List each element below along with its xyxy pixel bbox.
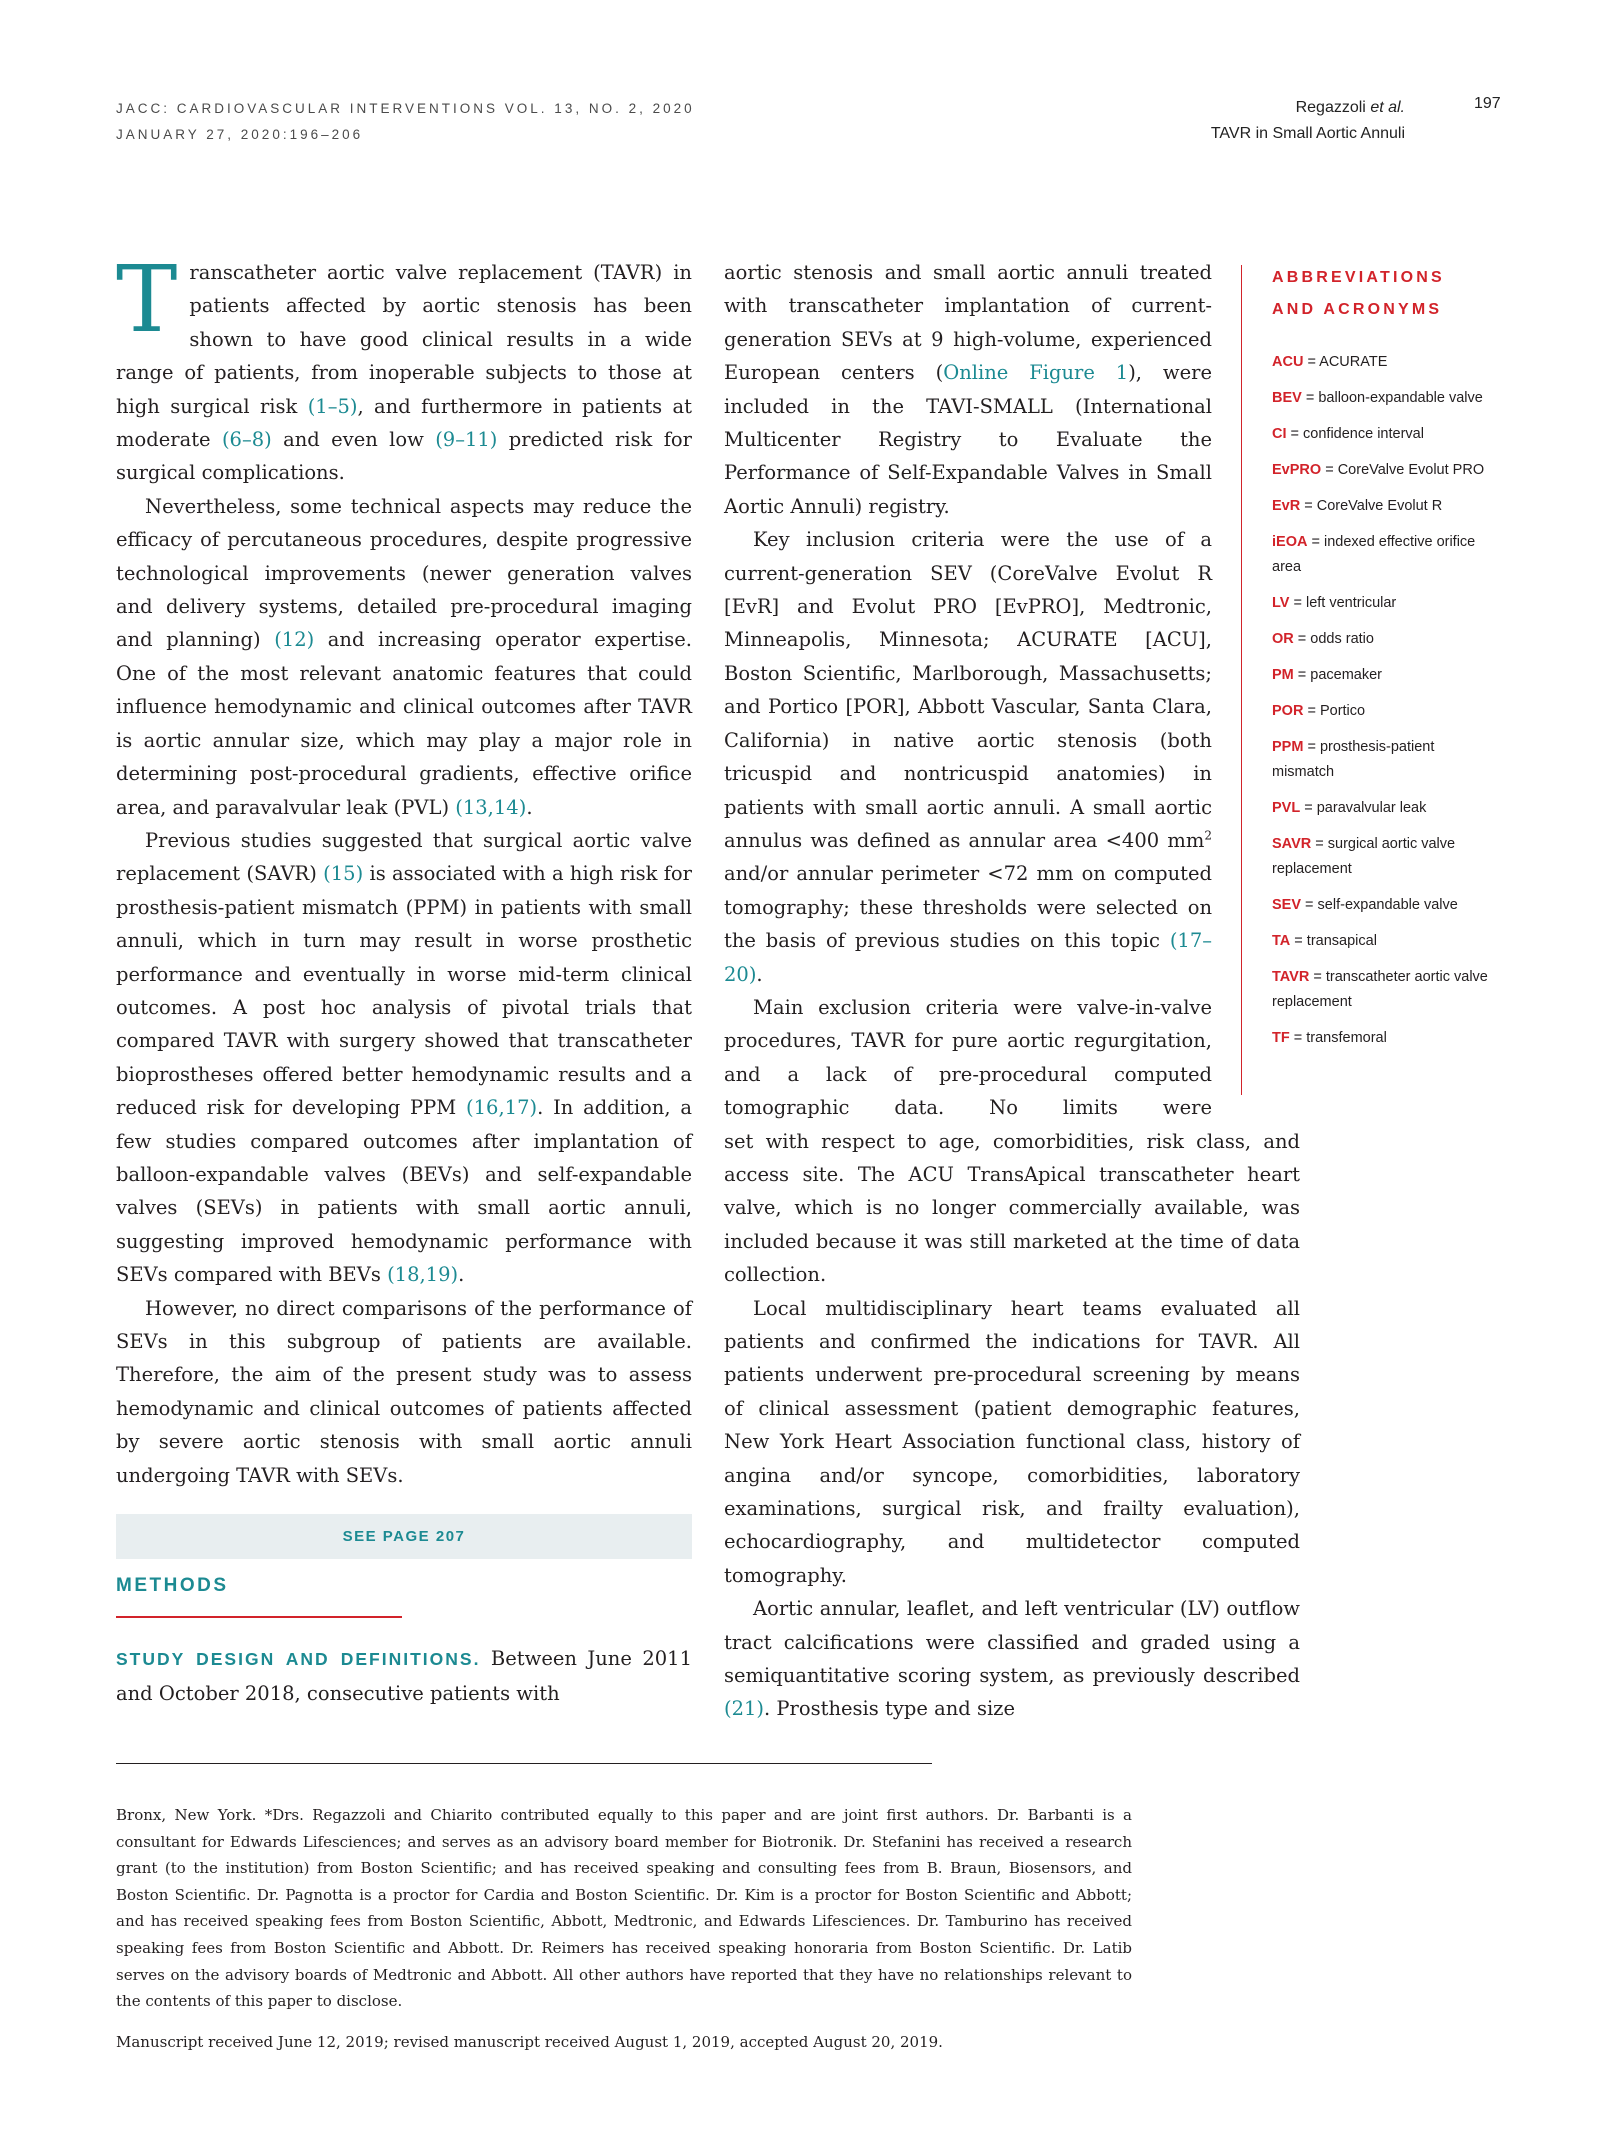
running-title: TAVR in Small Aortic Annuli	[1210, 125, 1405, 142]
text-run: ranscatheter aortic valve replacement (TAVR) in patients affected by aortic stenosis has been shown to have good clinical results in a wide range of patients, from inoperable subjects to those at high surgical risk	[116, 261, 692, 418]
text-run: ), were included in the TAVI-SMALL (International Multicenter Registry to Evaluate the Performance of Self-Expandable Valves in Small Aortic Annuli) registry.	[724, 361, 1213, 518]
abbreviation-definition: indexed effective orifice area	[1272, 534, 1476, 575]
abbreviation-definition: surgical aortic valve replacement	[1272, 836, 1456, 877]
text-run: is associated with a high risk for prosthesis-patient mismatch (PPM) in patients with small annuli, which in turn may result in worse prosthetic performance and eventually in worse mid-term clinical outcomes. A post hoc analysis of pivotal trials that compared TAVR with surgery showed that transcatheter bioprostheses offered better hemodynamic results and a reduced risk for developing PPM	[116, 862, 692, 1120]
left-column	[116, 246, 692, 1710]
methods-heading-rule	[116, 1616, 402, 1618]
abbreviation-term: SAVR	[1272, 836, 1312, 852]
abbreviation-definition: left ventricular	[1305, 595, 1397, 611]
abbreviation-item	[1272, 530, 1492, 580]
citation-link[interactable]: (18,19)	[387, 1263, 459, 1287]
abbreviation-definition: odds ratio	[1310, 631, 1374, 647]
abbreviation-item	[1272, 422, 1492, 447]
abbreviation-definition: transfemoral	[1306, 1030, 1387, 1046]
abbreviation-equals: =	[1311, 836, 1328, 852]
citation-link[interactable]: (13,14)	[455, 795, 527, 819]
citation-link[interactable]: (9–11)	[435, 428, 498, 452]
text-run: . Prosthesis type and size	[764, 1697, 1015, 1721]
abbreviation-item	[1272, 832, 1492, 882]
abbreviation-definition: transapical	[1306, 933, 1377, 949]
abbreviation-equals: =	[1321, 462, 1338, 478]
abbreviation-term: iEOA	[1272, 534, 1308, 550]
running-authors: Regazzoli et al.	[1295, 99, 1405, 116]
study-design-runin-heading: STUDY DESIGN AND DEFINITIONS.	[116, 1649, 481, 1670]
abbreviation-equals: =	[1303, 703, 1320, 719]
abbreviation-term: POR	[1272, 703, 1304, 719]
abbreviation-equals: =	[1303, 354, 1320, 370]
text-run: . In addition, a few studies compared outcomes after implantation of balloon-expandable valves (BEVs) and self-expandable valves (SEVs) in patients with small aortic annuli, suggesting improved hemodynamic performance with SEVs compared with BEVs	[116, 1096, 692, 1287]
abbreviation-item	[1272, 699, 1492, 724]
text-run: .	[756, 962, 763, 986]
abbreviation-item	[1272, 458, 1492, 483]
right-column	[724, 256, 1300, 1726]
abbreviation-term: ACU	[1272, 354, 1304, 370]
abbreviation-definition: CoreValve Evolut PRO	[1337, 462, 1485, 478]
text-run: and increasing operator expertise. One of the most relevant anatomic features that could influence hemodynamic and clinical outcomes after TAVR is aortic annular size, which may play a major role in determining post-procedural gradients, effective orifice area, and paravalvular leak (PVL)	[116, 628, 692, 819]
abbreviation-item	[1272, 929, 1492, 954]
intro-paragraph-2	[116, 490, 692, 824]
abbreviation-equals: =	[1286, 426, 1304, 442]
text-run: Previous studies suggested that surgical aortic valve replacement (SAVR)	[116, 828, 692, 886]
footnote-rule	[116, 1763, 932, 1764]
citation-link[interactable]: Online Figure 1	[943, 361, 1129, 385]
abbreviation-definition: Portico	[1319, 703, 1366, 719]
text-run: aortic stenosis and small aortic annuli treated with transcatheter implantation of current-generation SEVs at 9 high-volume, experienced European centers (	[724, 261, 1212, 385]
footnote	[116, 1802, 1132, 2055]
abbreviation-term: BEV	[1272, 390, 1302, 406]
abbreviation-equals: =	[1301, 390, 1319, 406]
abbreviation-definition: CoreValve Evolut R	[1316, 498, 1443, 514]
abbreviation-item	[1272, 386, 1492, 411]
abbreviation-item	[1272, 350, 1492, 375]
text-run: set with respect to age, comorbidities, risk class, and access site. The ACU TransApical transcatheter heart valve, which is no longer commercially available, was included because it was still marketed at the time of data collection.	[724, 1129, 1300, 1287]
text-run: Main exclusion criteria were valve-in-valve procedures, TAVR for pure aortic regurgitation, and a lack of pre-procedural computed tomographic data. No limits were	[724, 995, 1212, 1120]
text-run: and even low	[271, 428, 436, 452]
abbreviation-definition: prosthesis-patient mismatch	[1272, 739, 1435, 780]
text-run: , and furthermore in patients at moderate	[116, 394, 692, 452]
abbreviation-equals: =	[1290, 933, 1307, 949]
abbreviations-title: ABBREVIATIONS AND ACRONYMS	[1272, 269, 1445, 318]
citation-link[interactable]: (15)	[323, 862, 364, 886]
abbreviations-box	[1272, 262, 1492, 1062]
abbreviation-item	[1272, 893, 1492, 918]
study-design-paragraph	[116, 1642, 692, 1710]
abbreviation-equals: =	[1307, 534, 1324, 550]
text-run: However, no direct comparisons of the performance of SEVs in this subgroup of patients are available. Therefore, the aim of the present study was to assess hemodynamic and clinical outcomes of patients affected by severe aortic stenosis with small aortic annuli undergoing TAVR with SEVs.	[116, 1296, 692, 1487]
citation-link[interactable]: (1–5)	[307, 394, 358, 418]
journal-citation: JACC: CARDIOVASCULAR INTERVENTIONS VOL. 13, NO. 2, 2020	[116, 101, 695, 116]
abbreviation-term: PVL	[1272, 800, 1301, 816]
intro-paragraph-1	[116, 246, 692, 490]
abbreviation-term: TA	[1272, 933, 1291, 949]
citation-link[interactable]: (17–20)	[724, 929, 1212, 986]
citation-link[interactable]: (12)	[274, 628, 315, 652]
methods-heading: METHODS	[116, 1575, 229, 1597]
abbreviation-item	[1272, 627, 1492, 652]
abbreviation-term: EvPRO	[1272, 462, 1322, 478]
text-run: predicted risk for surgical complications.	[116, 428, 692, 485]
text-run: and/or annular perimeter <72 mm on computed tomography; these thresholds were selected on the basis of previous studies on this topic	[724, 862, 1212, 953]
text-run: Nevertheless, some technical aspects may reduce the efficacy of percutaneous procedures, despite progressive technological improvements (newer generation valves and delivery systems, detailed pre-procedural imaging and planning)	[116, 494, 692, 652]
abbreviation-item	[1272, 965, 1492, 1015]
abbreviation-term: OR	[1272, 631, 1294, 647]
abbreviation-equals: =	[1293, 667, 1311, 683]
abbreviation-item	[1272, 1026, 1492, 1051]
abbreviation-item	[1272, 735, 1492, 785]
abbreviation-item	[1272, 796, 1492, 821]
abbreviation-item	[1272, 663, 1492, 688]
citation-link[interactable]: (16,17)	[466, 1096, 538, 1120]
text-run: Aortic annular, leaflet, and left ventricular (LV) outflow tract calcifications were classified and graded using a semiquantitative scoring system, as previously described	[724, 1597, 1300, 1688]
see-page-box[interactable]: SEE PAGE 207	[116, 1514, 692, 1559]
exclusion-criteria-paragraph-end	[724, 1125, 1300, 1292]
abbreviation-equals: =	[1309, 969, 1326, 985]
et-al: et al.	[1370, 99, 1405, 116]
methods-paragraph-1	[724, 256, 1212, 523]
drop-cap: T	[116, 246, 178, 353]
abbreviation-definition: confidence interval	[1303, 426, 1424, 442]
running-header	[1211, 95, 1405, 147]
abbreviation-term: SEV	[1272, 897, 1302, 913]
abbreviation-definition: transcatheter aortic valve replacement	[1272, 969, 1488, 1010]
abbreviation-equals: =	[1289, 595, 1306, 611]
abbreviation-item	[1272, 494, 1492, 519]
text-run: Local multidisciplinary heart teams evaluated all patients and confirmed the indications for TAVR. All patients underwent pre-procedural screening by means of clinical assessment (patient demographic features, New York Heart Association functional class, history of angina and/or syncope, comorbidities, laboratory examinations, surgical risk, and frailty evaluation), echocardiography, and multidetector computed tomography.	[724, 1296, 1300, 1587]
page-number: 197	[1474, 95, 1501, 112]
abbreviation-equals: =	[1289, 1030, 1307, 1046]
abbreviation-definition: ACURATE	[1319, 354, 1388, 370]
text-run: Key inclusion criteria were the use of a current-generation SEV (CoreValve Evolut R [EvR] and Evolut PRO [EvPRO], Medtronic, Minneapolis, Minnesota; ACURATE [ACU], Boston Scientific, Marlborough, Massachusetts; and Portico [POR], Abbott Vascular, Santa Clara, California) in native aortic stenosis (both tricuspid and nontricuspid anatomies) in patients with small aortic annuli. A small aortic annulus was defined as annular area <400 mm	[724, 528, 1212, 852]
abbreviation-term: LV	[1272, 595, 1290, 611]
abbreviation-definition: pacemaker	[1310, 667, 1383, 683]
abbreviation-equals: =	[1303, 739, 1320, 755]
text-run: .	[458, 1263, 465, 1287]
superscript: 2	[1204, 828, 1212, 843]
abbreviation-definition: self-expandable valve	[1317, 897, 1458, 913]
text-run: Between June 2011 and October 2018, consecutive patients with	[116, 1647, 692, 1705]
disclosures-footnote: Bronx, New York. *Drs. Regazzoli and Chiarito contributed equally to this paper and are joint first authors. Dr. Barbanti is a consultant for Edwards Lifesciences; and serves as an advisory board member for Biotronik. Dr. Stefanini has received a research grant (to the institution) from Boston Scientific; and has received speaking and consulting fees from B. Braun, Biosensors, and Boston Scientific. Dr. Pagnotta is a proctor for Cardia and Boston Scientific. Dr. Kim is a proctor for Boston Scientific and Abbott; and has received speaking fees from Boston Scientific, Abbott, Medtronic, and Edwards Lifesciences. Dr. Tamburino has received speaking fees from Boston Scientific and Abbott. Dr. Reimers has received speaking honoraria from Boston Scientific. Dr. Latib serves on the advisory boards of Medtronic and Abbott. All other authors have reported that they have no relationships relevant to the contents of this paper to disclose.	[116, 1806, 1132, 2011]
inclusion-criteria-paragraph	[724, 523, 1212, 991]
abbreviations-list	[1272, 350, 1492, 1051]
abbreviation-definition: balloon-expandable valve	[1318, 390, 1483, 406]
heart-team-paragraph	[724, 1292, 1300, 1593]
journal-date-pages: JANUARY 27, 2020:196–206	[116, 127, 364, 142]
intro-paragraph-4	[116, 1292, 692, 1492]
abbreviation-term: TF	[1272, 1030, 1290, 1046]
abbreviation-equals: =	[1293, 631, 1311, 647]
abbreviation-equals: =	[1301, 897, 1318, 913]
abbreviation-term: CI	[1272, 426, 1287, 442]
abbreviations-rule	[1241, 265, 1242, 1095]
citation-link[interactable]: (6–8)	[221, 428, 272, 452]
calcification-paragraph	[724, 1592, 1300, 1726]
abbreviation-equals: =	[1300, 498, 1317, 514]
abbreviation-definition: paravalvular leak	[1316, 800, 1427, 816]
abbreviation-item	[1272, 591, 1492, 616]
abbreviation-term: PPM	[1272, 739, 1304, 755]
abbreviation-term: PM	[1272, 667, 1294, 683]
abbreviation-term: EvR	[1272, 498, 1301, 514]
journal-header	[116, 96, 695, 148]
text-run: .	[526, 795, 533, 819]
abbreviation-term: TAVR	[1272, 969, 1310, 985]
abbreviation-equals: =	[1300, 800, 1317, 816]
intro-paragraph-3	[116, 824, 692, 1292]
exclusion-criteria-paragraph-start	[724, 991, 1212, 1125]
manuscript-dates: Manuscript received June 12, 2019; revised manuscript received August 1, 2019, accepted August 20, 2019.	[116, 2032, 943, 2051]
citation-link[interactable]: (21)	[724, 1697, 765, 1721]
